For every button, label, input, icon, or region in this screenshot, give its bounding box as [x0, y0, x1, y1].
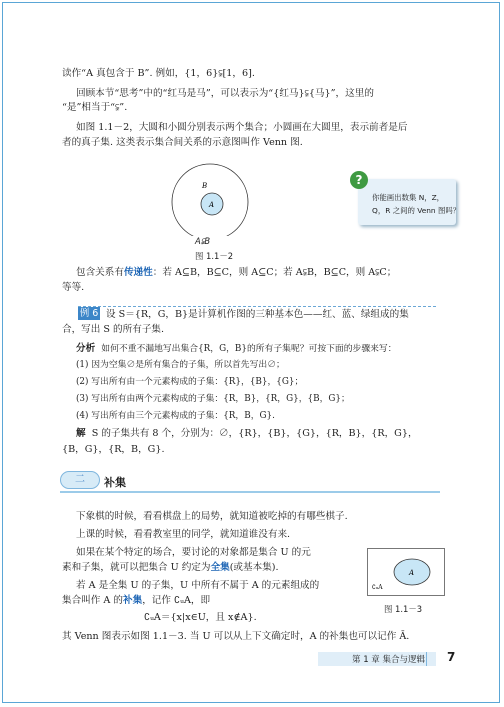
complement-p4-l2: 集合叫作 A 的补集，记作 ∁ᵤA，即	[62, 595, 211, 606]
example-label: 例 6	[79, 308, 99, 319]
venn-diagram-1-1-2	[160, 156, 260, 236]
step-1: (1) 因为空集∅是所有集合的子集，所以首先写出∅；	[76, 360, 285, 370]
step-4: (4) 写出所有由三个元素构成的子集：{R，B，G}.	[76, 411, 275, 421]
transitivity-line-1: 包含关系有传递性：若 A⊆B，B⊆C，则 A⊆C；若 A⫋B，B⊆C，则 A⫋C；	[76, 267, 397, 278]
complement-formula: ∁ᵤA＝{x|x∈U，且 x∉A}.	[144, 612, 257, 623]
example-line-2: 合，写出 S 的所有子集.	[62, 324, 165, 335]
label-a: A	[209, 201, 215, 209]
question-icon: ?	[350, 171, 368, 189]
complement-p3-l1: 如果在某个特定的场合，要讨论的对象都是集合 U 的元	[76, 547, 311, 558]
figure-caption-1-1-3: 图 1.1－3	[384, 604, 423, 614]
venn-diagram-1-1-3	[367, 548, 445, 596]
text-line-5: 者的真子集. 这类表示集合间关系的示意图叫作 Venn 图.	[62, 137, 303, 148]
solution-line-2: {B，G}，{R，B，G}.	[62, 444, 165, 455]
solution-line-1: 解 S 的子集共有 8 个，分别为：∅，{R}，{B}，{G}，{R，B}，{R，G}，	[76, 428, 418, 439]
term-complement: 补集	[123, 595, 143, 606]
example-line-1: 设 S＝{R，G，B}是计算机作图的三种基本色——红、蓝、绿组成的集	[106, 309, 409, 320]
section-underline	[60, 491, 440, 493]
transitivity-line-2: 等等.	[62, 282, 85, 293]
label-b: B	[202, 182, 208, 190]
footer-chapter: 第 1 章 集合与逻辑	[352, 655, 426, 665]
text-line-3: “是”相当于“⫋”.	[62, 102, 128, 113]
figure-caption-1-1-2: 图 1.1－2	[195, 251, 234, 261]
text-line-4: 如图 1.1－2，大圆和小圆分别表示两个集合；小圆画在大圆里，表示前者是后	[76, 122, 408, 133]
analysis-line: 分析 如何不重不漏地写出集合{R，G，B}的所有子集呢？可按下面的步骤来写：	[76, 343, 397, 354]
set-a-label: A	[409, 569, 415, 577]
text-line-2: 回顾本节“思考”中的“红马是马”，可以表示为“{红马}⫋{马}”，这里的	[76, 88, 374, 99]
text-line-1: 读作“A 真包含于 B”. 例如，{1，6}⫋[1，6].	[62, 68, 255, 79]
complement-label: ∁ᵤA	[372, 584, 383, 591]
bubble-line-2: Q，R 之间的 Venn 图吗？	[372, 206, 461, 215]
complement-p3-l2: 素和子集，就可以把集合 U 约定为全集(或基本集).	[62, 562, 279, 573]
section-number: 二	[75, 474, 85, 485]
example-divider	[78, 306, 436, 307]
relation-label: A⫋B	[195, 236, 211, 246]
complement-p2: 上课的时候，看看教室里的同学，就知道谁没有来.	[76, 529, 291, 540]
complement-p5: 其 Venn 图表示如图 1.1－3. 当 U 可以从上下文确定时，A 的补集也可以记作 Ā.	[62, 631, 410, 642]
page-number: 7	[447, 650, 456, 664]
section-title: 补集	[104, 476, 126, 489]
term-transitivity: 传递性	[123, 267, 153, 278]
bubble-line-1: 你能画出数集 N，Z，	[372, 193, 445, 202]
term-universal-set: 全集	[210, 562, 230, 573]
complement-p1: 下象棋的时候，看看棋盘上的局势，就知道被吃掉的有哪些棋子.	[76, 511, 348, 522]
complement-p4-l1: 若 A 是全集 U 的子集，U 中所有不属于 A 的元素组成的	[76, 580, 320, 591]
venn-1-1-3-drawing	[368, 549, 444, 595]
step-2: (2) 写出所有由一个元素构成的子集：{R}，{B}，{G}；	[76, 377, 304, 387]
step-3: (3) 写出所有由两个元素构成的子集：{R，B}，{R，G}，{B，G}；	[76, 394, 350, 404]
footer-separator	[426, 652, 427, 666]
